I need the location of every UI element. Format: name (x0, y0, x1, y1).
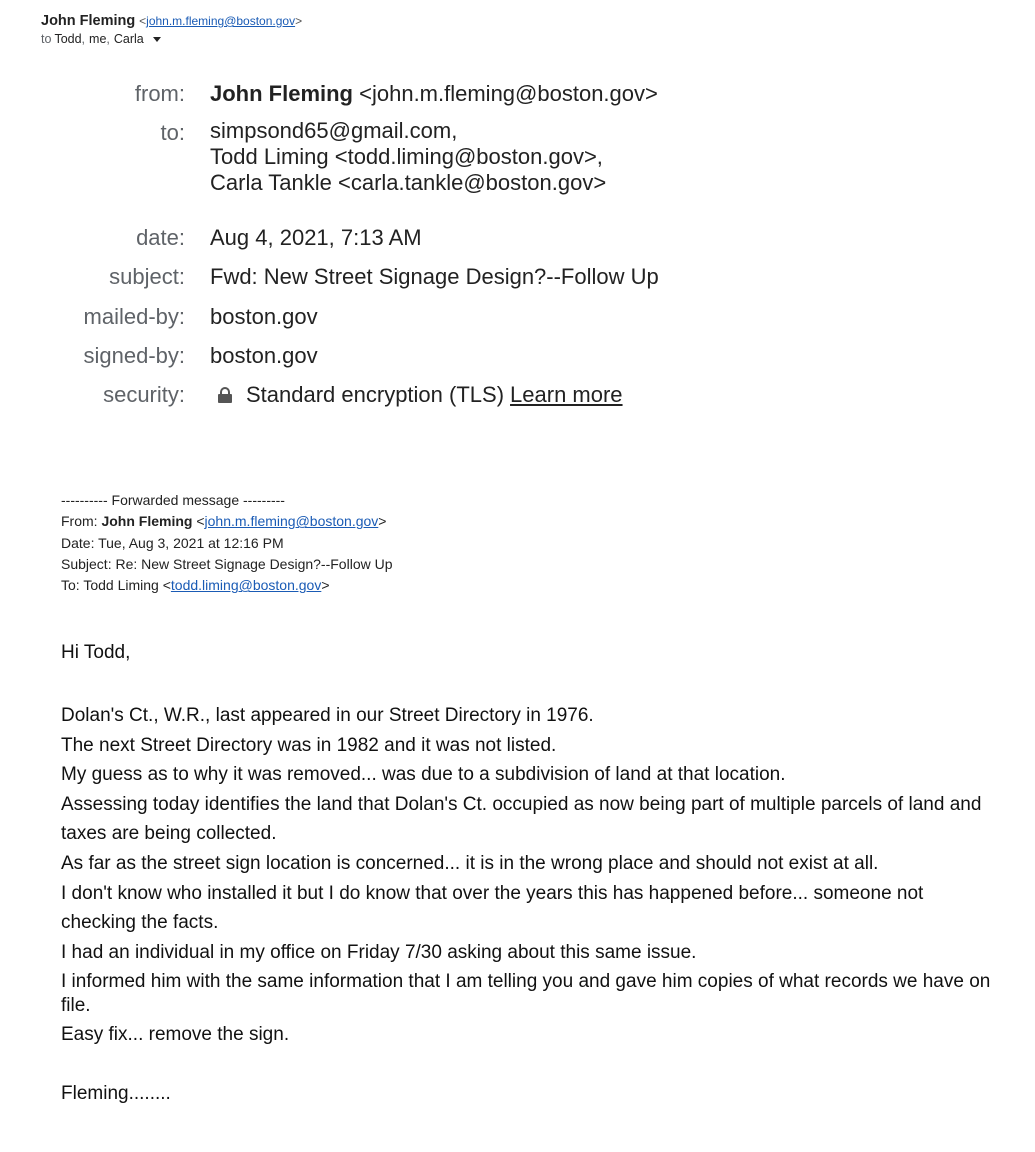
forwarded-date-line (61, 533, 393, 554)
forwarded-subject-line (61, 554, 393, 575)
sender-email-wrapper (139, 14, 302, 28)
details-row-mailed-by (0, 304, 1035, 338)
details-from-value (210, 81, 658, 107)
forwarded-subject-label: Subject: (61, 555, 112, 572)
recipient-name: me (89, 32, 107, 46)
message-line: Dolan's Ct., W.R., last appeared in our Street Directory in 1976. (61, 705, 594, 726)
recipient-name: Carla (113, 32, 144, 46)
forwarded-from-name: John Fleming (101, 513, 193, 530)
details-subject-label: subject: (109, 264, 185, 289)
forwarded-to-line: To: Todd Liming <todd.liming@boston.gov> (61, 577, 330, 594)
details-to-recipient: Carla Tankle <carla.tankle@boston.gov> (210, 170, 607, 195)
details-from-email: <john.m.fleming@boston.gov> (359, 81, 658, 106)
details-mailed-by-label: mailed-by: (83, 304, 185, 329)
details-to-value (210, 118, 606, 196)
details-date-label: date: (136, 225, 185, 250)
message-line: As far as the street sign location is concerned... it is in the wrong place and should not exist at all. (61, 852, 879, 874)
details-signed-by-value: boston.gov (210, 343, 318, 368)
details-from-label: from: (134, 81, 185, 106)
details-to-label: to: (160, 120, 185, 145)
recipient-name: Todd (54, 32, 82, 46)
details-row-from (0, 81, 1035, 115)
forwarded-to-name: Todd Liming (83, 577, 159, 594)
recipients-summary[interactable] (41, 32, 161, 46)
details-to-recipient: simpsond65@gmail.com, (210, 118, 458, 143)
details-row-subject (0, 264, 1035, 298)
details-to-recipient: Todd Liming <todd.liming@boston.gov>, (210, 144, 603, 169)
message-line: Assessing today identifies the land that Dolan's Ct. occupied as now being part of multiple parcels of land and taxes are being collected. (61, 793, 982, 845)
forwarded-separator: ---------- Forwarded message --------- (61, 492, 285, 508)
forwarded-date-label: Date: (61, 534, 95, 551)
forwarded-to-email-link[interactable]: todd.liming@boston.gov (170, 577, 322, 594)
details-row-date (0, 225, 1035, 259)
recipient-separator: , (81, 32, 86, 46)
message-line: The next Street Directory was in 1982 and it was not listed. (61, 734, 557, 756)
details-security-value (210, 382, 623, 408)
message-line: My guess as to why it was removed... was due to a subdivision of land at that location. (61, 764, 786, 786)
details-row-signed-by (0, 343, 1035, 377)
recipients-to-prefix: to (41, 32, 52, 46)
sender-email-link[interactable]: john.m.fleming@boston.gov (146, 14, 296, 28)
forwarded-from-email-link[interactable]: john.m.fleming@boston.gov (204, 513, 379, 530)
message-line: I don't know who installed it but I do know that over the years this has happened before... someone not checking the facts. (61, 882, 924, 934)
show-details-chevron-down-icon[interactable] (153, 37, 161, 42)
forwarded-from-line: From: John Fleming <john.m.fleming@boston.gov> (61, 513, 387, 530)
details-mailed-by-value: boston.gov (210, 304, 318, 329)
sender-email-open: < (139, 14, 147, 28)
message-body (61, 701, 991, 1050)
sender-line (41, 10, 302, 31)
sender-email-close: > (295, 14, 303, 28)
recipient-separator: , (106, 32, 110, 46)
message-line: I informed him with the same information that I am telling you and gave him copies of what records we have on file. (61, 971, 991, 1017)
details-subject-value: Fwd: New Street Signage Design?--Follow Up (210, 264, 659, 289)
forwarded-header (61, 490, 393, 596)
details-security-text: Standard encryption (TLS) (246, 382, 505, 407)
forwarded-from-label: From: (61, 513, 98, 530)
learn-more-link[interactable]: Learn more (510, 382, 623, 407)
forwarded-subject-value: Re: New Street Signage Design?--Follow Up (115, 555, 393, 572)
lock-icon (218, 387, 232, 403)
details-signed-by-label: signed-by: (83, 343, 185, 368)
message-line: I had an individual in my office on Friday 7/30 asking about this same issue. (61, 941, 697, 963)
message-greeting: Hi Todd, (61, 642, 131, 663)
message-line: Easy fix... remove the sign. (61, 1024, 290, 1046)
forwarded-to-label: To: (61, 577, 80, 594)
details-security-label: security: (103, 382, 185, 407)
forwarded-date-value: Tue, Aug 3, 2021 at 12:16 PM (98, 534, 284, 551)
details-from-name: John Fleming (210, 81, 353, 106)
details-date-value: Aug 4, 2021, 7:13 AM (210, 225, 422, 250)
message-signoff: Fleming........ (61, 1083, 171, 1104)
details-row-security (0, 382, 1035, 416)
sender-name[interactable]: John Fleming (41, 13, 136, 29)
details-row-to (0, 120, 1035, 220)
